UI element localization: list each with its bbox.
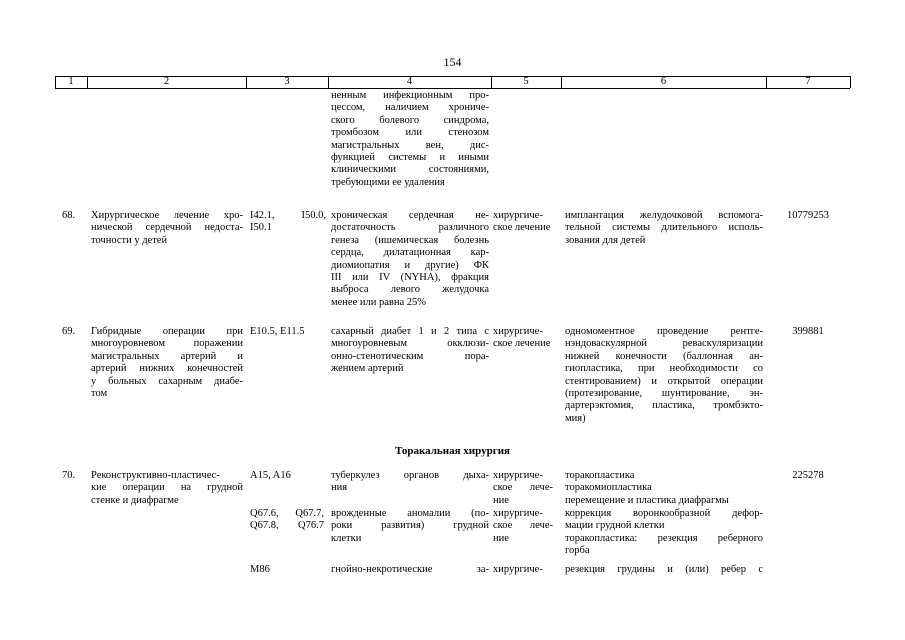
standard-cost: 399881 [792,326,824,337]
standard-cost: 10779253 [787,210,829,221]
section-title: Торакальная хирургия [395,445,510,457]
treatment-method: одномоментное проведение рентге- нэндоваскулярной реваскуляризации нижней конечности (баллонная ан- гиопластика, при необходимости со стентированием) и открытой операции (протезирование, шунтирование, эн- дартерэктомия, пластика, тромбэкто- мия) [565,326,763,424]
header-bottom-rule [55,88,850,89]
header-col-3: 3 [284,76,290,87]
header-col-6: 6 [660,76,667,87]
row-number: 70. [62,470,76,481]
disease-model: туберкулез органов дыха- ния [331,470,489,494]
header-col-7: 7 [805,76,811,87]
icd-codes: E10.5, E11.5 [250,326,305,337]
icd-codes: Q67.6, Q67.7, Q67.8, Q76.7 [250,508,324,532]
treatment-type: хирургиче- ское лече- ние [493,470,553,506]
page-number: 154 [443,55,462,69]
header-col-5: 5 [523,76,529,87]
disease-model: гнойно-некротические за- [331,564,489,575]
icd-codes: A15, A16 [250,470,291,481]
header-col-1: 1 [68,76,74,87]
procedure-group-name: Хирургическое лечение хро- нической сердечной недоста- точности у детей [91,210,243,246]
header-divider [850,76,851,88]
row-number: 68. [62,210,76,221]
procedure-group-name: Гибридные операции при многоуровневом поражении магистральных артерий и артерий нижних конечностей у больных сахарным диабе- том [91,326,243,400]
disease-model: хроническая сердечная не- достаточность различного генеза (ишемическая болезнь сердца, дилатационная кар- диомиопатия и другие) ФК III или IV (NYHA), фракция выброса левого желудочка менее или равна 25% [331,210,489,308]
disease-model: врожденные аномалии (по- роки развития) грудной клетки [331,508,489,544]
treatment-type: хирургиче- ское лечение [493,326,551,350]
icd-codes: M86 [250,564,270,575]
continued-disease-text: ненным инфекционным про- цессом, наличием хрониче- ского болевого синдрома, тромбозом или стенозом магистральных вен, дис- функцией системы и иными клиническими состояниями, требующими ее удаления [331,90,489,188]
disease-model: сахарный диабет 1 и 2 типа с многоуровневым окклюзи- онно-стенотическим пора- жением артерий [331,326,489,375]
icd-codes: I42.1, I50.0, I50.1 [250,210,326,234]
treatment-method: имплантация желудочковой вспомога- тельной системы длительного исполь- зования для детей [565,210,763,246]
row-number: 69. [62,326,76,337]
treatment-method: коррекция воронкообразной дефор- мации грудной клетки торакопластика: резекция реберного горба [565,508,763,557]
standard-cost: 225278 [792,470,824,481]
treatment-method: резекция грудины и (или) ребер с [565,564,763,575]
header-col-2: 2 [163,76,170,87]
procedure-group-name: Реконструктивно-пластичес- кие операции на грудной стенке и диафрагме [91,470,243,506]
header-col-4: 4 [406,76,413,87]
treatment-type: хирургиче- ское лечение [493,210,551,234]
treatment-method: торакопластика торакомиопластика перемещение и пластика диафрагмы [565,470,729,506]
treatment-type: хирургиче- ское лече- ние [493,508,553,544]
treatment-type: хирургиче- [493,564,543,575]
